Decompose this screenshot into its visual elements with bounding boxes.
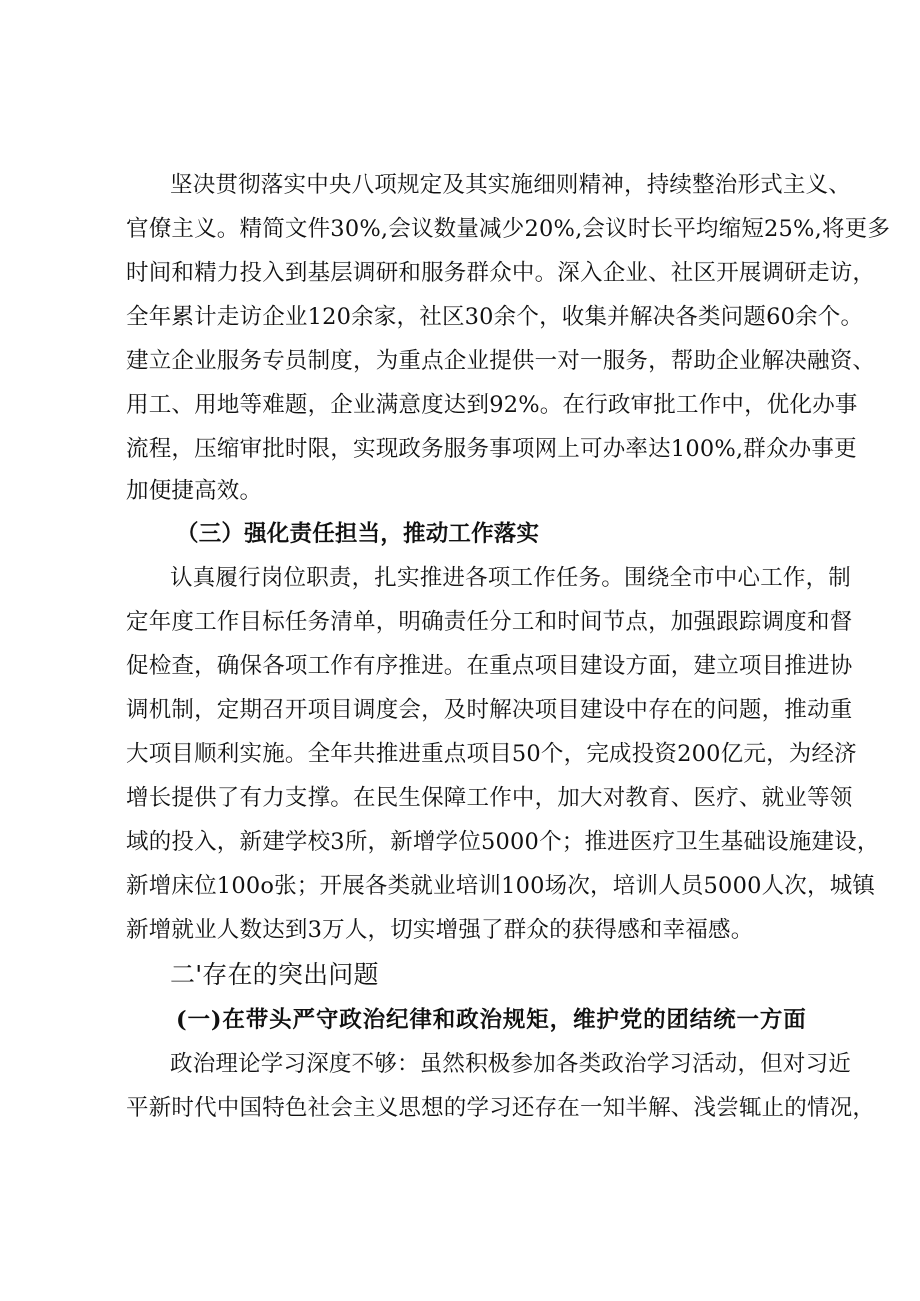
- paragraph-3-line-1: 政治理论学习深度不够：虽然积极参加各类政治学习活动，但对习近: [170, 1051, 852, 1077]
- paragraph-2-line-3: 促检查，确保各项工作有序推进。在重点项目建设方面，建立项目推进协: [126, 653, 853, 679]
- paragraph-3-line-2: 平新时代中国特色社会主义思想的学习还存在一知半解、浅尝辄止的情况，: [126, 1095, 876, 1121]
- paragraph-2-line-9: 新增就业人数达到3万人，切实增强了群众的获得感和幸福感。: [126, 917, 754, 943]
- section-2-title: 二'存在的突出问题: [170, 960, 379, 989]
- paragraph-1-line-4: 全年累计走访企业120余家，社区30余个，收集并解决各类问题60余个。: [126, 304, 864, 330]
- paragraph-2-line-2: 定年度工作目标任务清单，明确责任分工和时间节点，加强跟踪调度和督: [126, 609, 853, 635]
- paragraph-1-line-1: 坚决贯彻落实中央八项规定及其实施细则精神，持续整治形式主义、: [170, 172, 852, 198]
- paragraph-2-line-5: 大项目顺利实施。全年共推进重点项目50个，完成投资200亿元，为经济: [126, 741, 857, 767]
- paragraph-2-line-6: 增长提供了有力支撑。在民生保障工作中，加大对教育、医疗、就业等领: [126, 785, 853, 811]
- subheading-1: (一)在带头严守政治纪律和政治规矩，维护党的团结统一方面: [176, 1007, 806, 1033]
- paragraph-2-line-7: 域的投入，新建学校3所，新增学位5000个；推进医疗卫生基础设施建设，: [126, 829, 880, 855]
- paragraph-2-line-1: 认真履行岗位职责，扎实推进各项工作任务。围绕全市中心工作，制: [170, 565, 852, 591]
- paragraph-1-line-8: 加便捷高效。: [126, 478, 263, 504]
- paragraph-1-line-7: 流程，压缩审批时限，实现政务服务事项网上可办率达100%,群众办事更: [126, 436, 857, 462]
- paragraph-1-line-5: 建立企业服务专员制度，为重点企业提供一对一服务，帮助企业解决融资、: [126, 348, 876, 374]
- paragraph-1-line-6: 用工、用地等难题，企业满意度达到92%。在行政审批工作中，优化办事: [126, 392, 858, 418]
- subheading-3: （三）强化责任担当，推动工作落实: [176, 521, 540, 547]
- paragraph-1-line-3: 时间和精力投入到基层调研和服务群众中。深入企业、社区开展调研走访，: [126, 260, 876, 286]
- paragraph-2-line-8: 新增床位100o张；开展各类就业培训100场次，培训人员5000人次，城镇: [126, 873, 876, 899]
- paragraph-1-line-2: 官僚主义。精简文件30%,会议数量减少20%,会议时长平均缩短25%,将更多: [126, 216, 891, 242]
- paragraph-2-line-4: 调机制，定期召开项目调度会，及时解决项目建设中存在的问题，推动重: [126, 697, 853, 723]
